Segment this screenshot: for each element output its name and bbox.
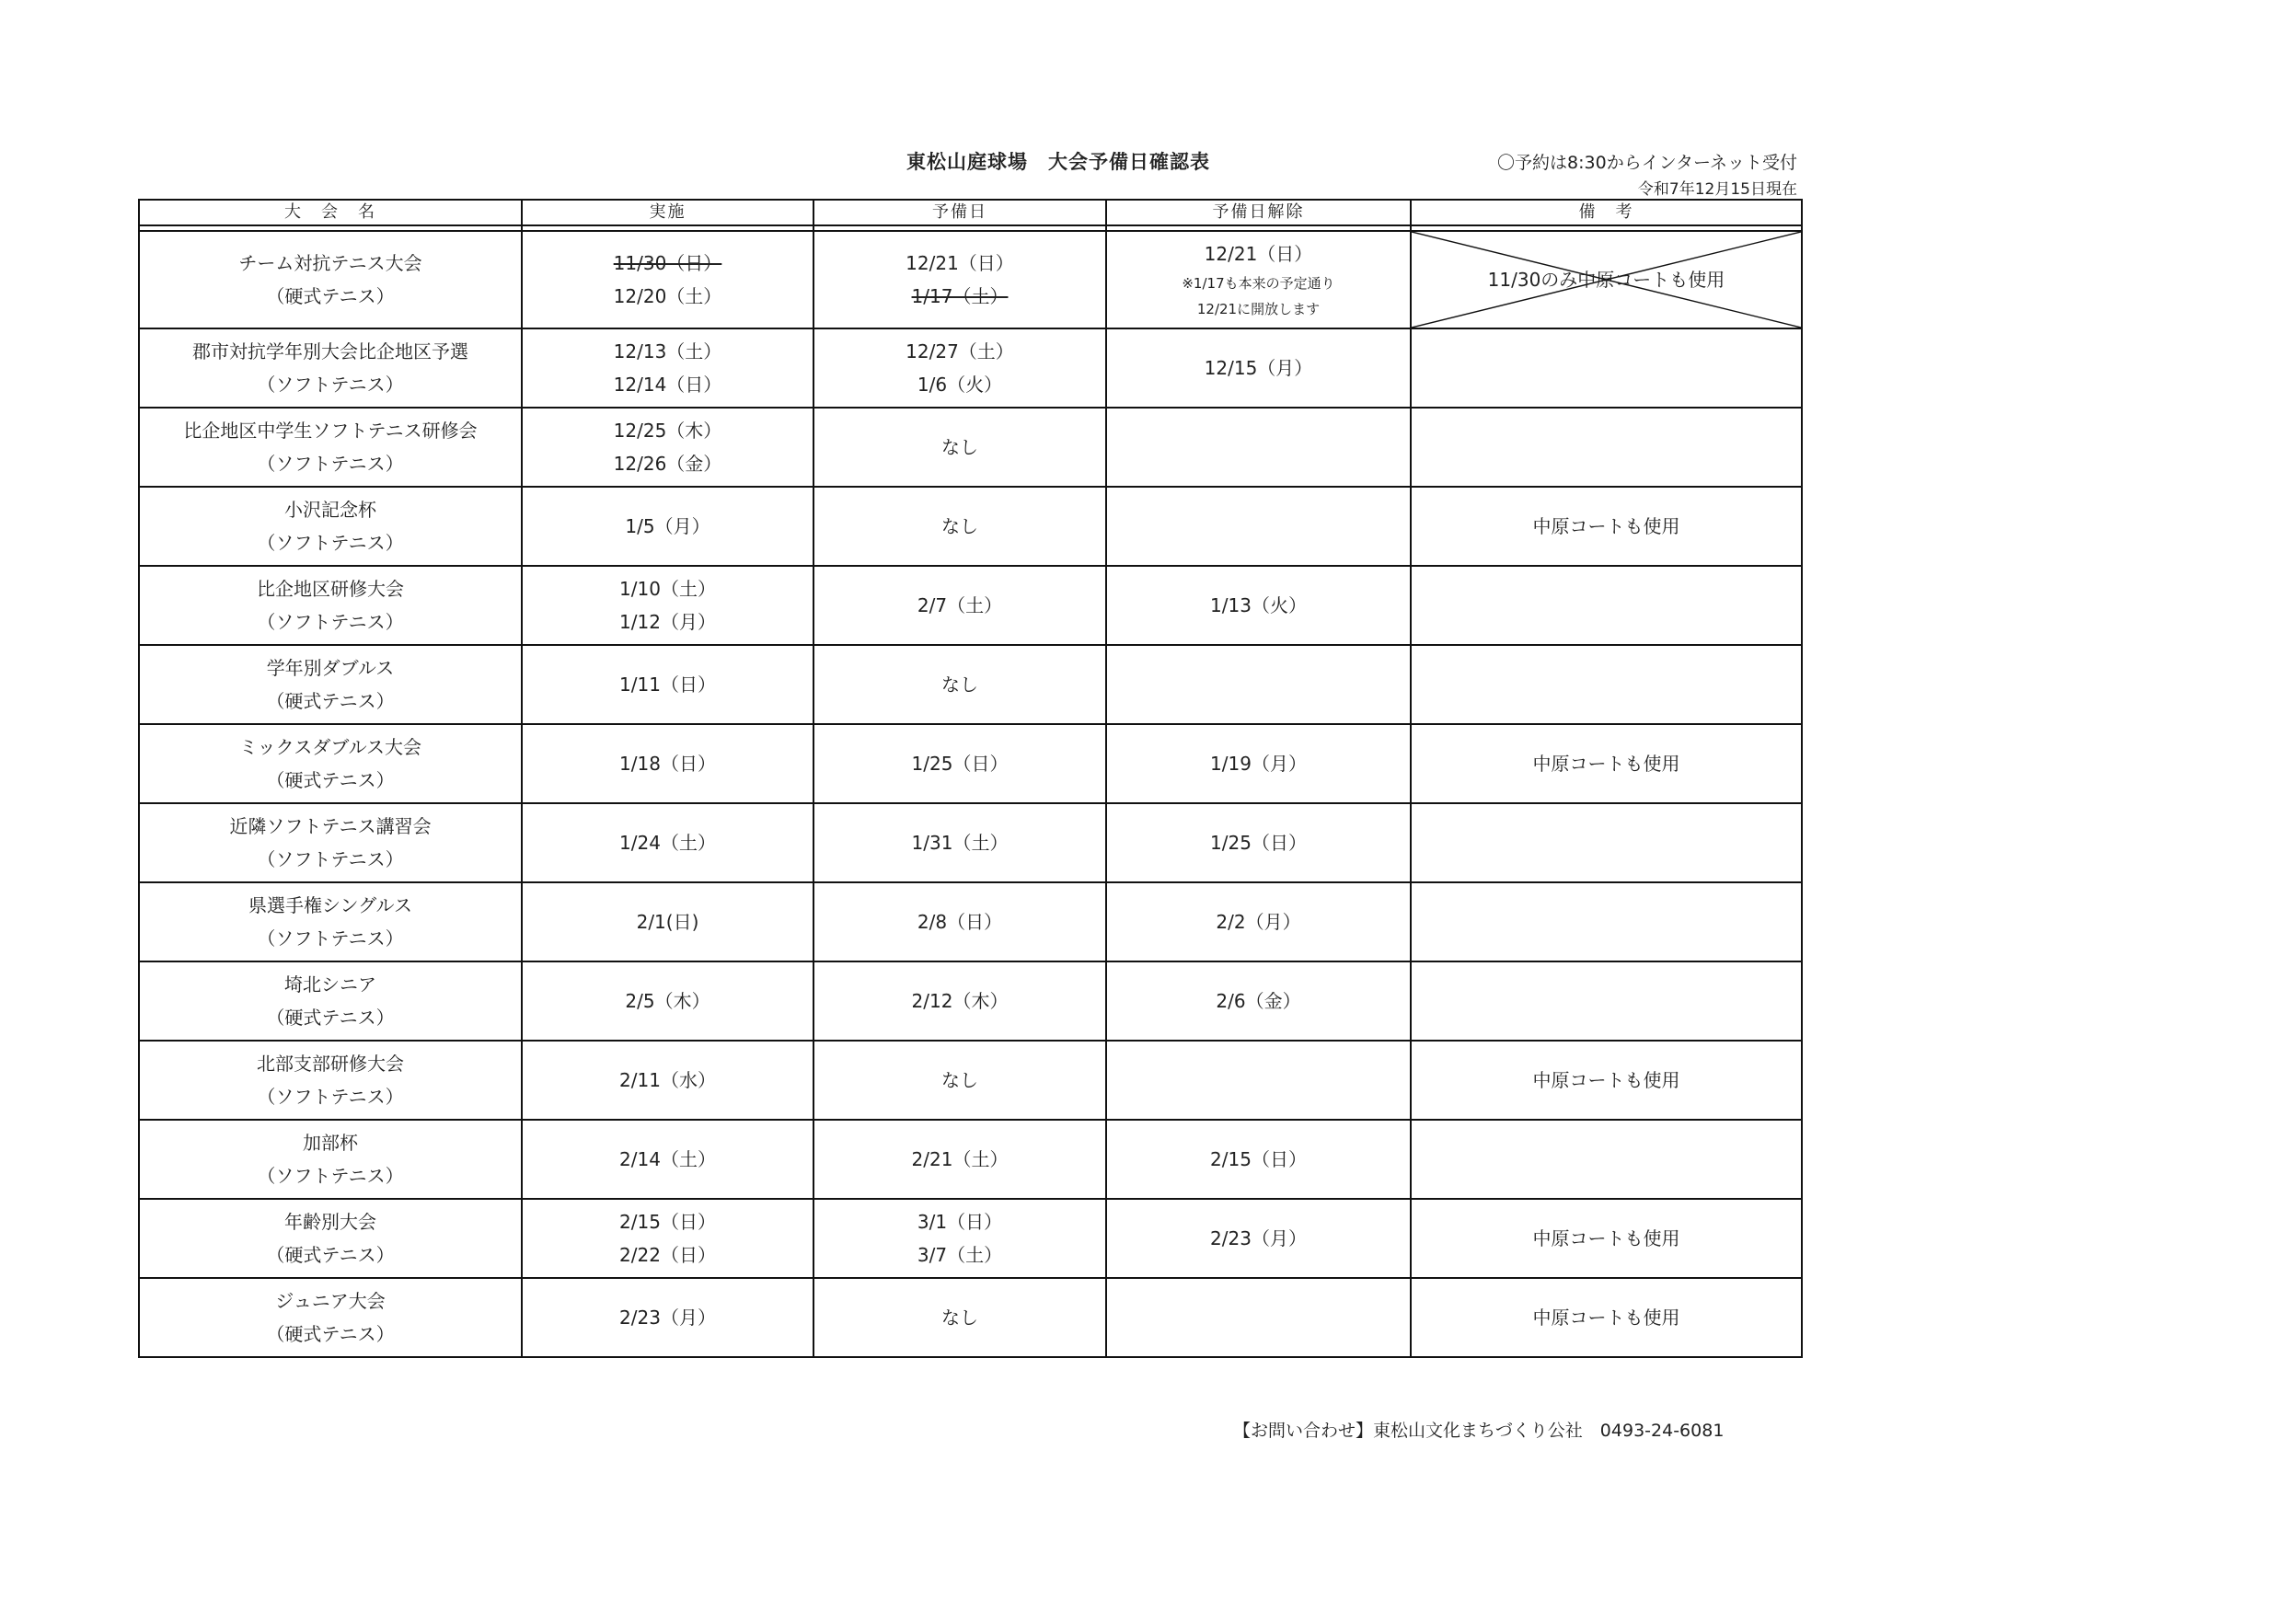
remarks-cell [1411, 803, 1802, 882]
tournament-name: 学年別ダブルス [266, 657, 395, 679]
reserve-day-cell [813, 408, 1106, 487]
tournament-type: （硬式テニス） [266, 1244, 395, 1266]
dates-cell [522, 566, 813, 645]
cell-line: 12/27（土） [906, 340, 1014, 363]
table-row [139, 328, 1802, 408]
tournament-type: （ソフトテニス） [257, 374, 404, 396]
cell-line: 2/7（土） [917, 594, 1003, 616]
tournament-type: （ソフトテニス） [257, 1086, 404, 1108]
cell-line: 2/6（金） [1216, 990, 1301, 1012]
dates-cell [522, 408, 813, 487]
tournament-type: （硬式テニス） [266, 1007, 395, 1029]
cell-line: 12/14（日） [613, 374, 722, 396]
reserve-day-cell [813, 1041, 1106, 1120]
dates-cell [522, 487, 813, 566]
cell-line: 12/21（日） [1204, 243, 1313, 265]
cell-line: 2/5（木） [625, 990, 710, 1012]
cell-line: 1/25（日） [1210, 832, 1307, 854]
table-row [139, 1278, 1802, 1357]
cell-line: 2/2（月） [1216, 911, 1301, 933]
header-reserve-day: 予備日 [813, 200, 1106, 225]
tournament-name-cell [139, 724, 522, 803]
remarks-cell [1411, 1041, 1802, 1120]
tournament-name: 北部支部研修大会 [257, 1053, 404, 1075]
remarks-cell [1411, 1278, 1802, 1357]
cell-line: 12/25（木） [613, 420, 722, 442]
reserve-release-cell [1106, 487, 1411, 566]
page-title: 東松山庭球場 大会予備日確認表 [906, 151, 1210, 173]
reserve-release-cell [1106, 961, 1411, 1041]
header-row [139, 200, 1802, 225]
cell-line: なし [941, 515, 978, 537]
remarks-cell [1411, 882, 1802, 961]
cell-line: 1/18（日） [619, 753, 716, 775]
cell-line: 1/6（火） [917, 374, 1003, 396]
reserve-day-cell [813, 1120, 1106, 1199]
tournament-name-cell [139, 1278, 522, 1357]
tournament-type: （ソフトテニス） [257, 848, 404, 870]
cell-line: 12/15（月） [1204, 357, 1313, 379]
tournament-name-cell [139, 882, 522, 961]
reserve-day-cell [813, 882, 1106, 961]
tournament-name: 比企地区研修大会 [257, 578, 404, 600]
tournament-name: 比企地区中学生ソフトテニス研修会 [183, 420, 478, 442]
tournament-name: ジュニア大会 [275, 1290, 386, 1312]
as-of-date: 令和7年12月15日現在 [1637, 180, 1797, 199]
dates-cell [522, 231, 813, 328]
reserve-release-cell [1106, 882, 1411, 961]
reserve-release-cell [1106, 1199, 1411, 1278]
tournament-name-cell [139, 408, 522, 487]
reserve-day-cell [813, 566, 1106, 645]
reserve-release-cell [1106, 645, 1411, 724]
remarks-text: 中原コートも使用 [1532, 753, 1680, 775]
table-row [139, 961, 1802, 1041]
reserve-release-cell [1106, 408, 1411, 487]
header-reserve-release: 予備日解除 [1106, 200, 1411, 225]
cell-line: 2/12（木） [911, 990, 1009, 1012]
tournament-type: （ソフトテニス） [257, 927, 404, 950]
reservation-note: 〇予約は8:30からインターネット受付 [1497, 153, 1797, 173]
table-row [139, 882, 1802, 961]
cell-line: 2/15（日） [619, 1211, 716, 1233]
cell-line: なし [941, 436, 978, 458]
remarks-text: 11/30のみ中原コートも使用 [1487, 269, 1725, 291]
remarks-cell [1411, 566, 1802, 645]
reserve-day-cell [813, 328, 1106, 408]
remarks-cell [1411, 328, 1802, 408]
reserve-release-cell [1106, 724, 1411, 803]
tournament-name: 近隣ソフトテニス講習会 [229, 815, 432, 837]
tournament-type: （ソフトテニス） [257, 611, 404, 633]
reserve-release-cell [1106, 231, 1411, 328]
cell-line: 12/20（土） [613, 285, 722, 307]
cell-line: 2/1(日) [636, 911, 699, 933]
table-row [139, 566, 1802, 645]
cell-line: 12/26（金） [613, 453, 722, 475]
remarks-cell [1411, 1199, 1802, 1278]
dates-cell [522, 1120, 813, 1199]
tournament-type: （硬式テニス） [266, 769, 395, 791]
reserve-release-cell [1106, 328, 1411, 408]
dates-cell [522, 1041, 813, 1120]
cell-line: 1/12（月） [619, 611, 716, 633]
table-row [139, 803, 1802, 882]
remarks-cell [1411, 231, 1802, 328]
dates-cell [522, 961, 813, 1041]
cell-line: 1/5（月） [625, 515, 710, 537]
cell-line: 2/22（日） [619, 1244, 716, 1266]
dates-cell [522, 1278, 813, 1357]
header-tournament-name: 大 会 名 [139, 200, 522, 225]
tournament-name-cell [139, 1041, 522, 1120]
remarks-cell [1411, 961, 1802, 1041]
tournament-name-cell [139, 231, 522, 328]
dates-cell [522, 882, 813, 961]
reserve-release-cell [1106, 1120, 1411, 1199]
dates-cell [522, 803, 813, 882]
table-row [139, 1120, 1802, 1199]
remarks-text: 中原コートも使用 [1532, 1306, 1680, 1329]
tournament-type: （ソフトテニス） [257, 532, 404, 554]
remarks-cell [1411, 487, 1802, 566]
tournament-name-cell [139, 803, 522, 882]
table-row [139, 408, 1802, 487]
tournament-type: （ソフトテニス） [257, 453, 404, 475]
remarks-text: 中原コートも使用 [1532, 1069, 1680, 1091]
cell-line: 12/13（土） [613, 340, 722, 363]
tournament-name: ミックスダブルス大会 [239, 736, 421, 758]
tournament-type: （硬式テニス） [266, 1323, 395, 1345]
tournament-type: （硬式テニス） [266, 285, 395, 307]
dates-cell [522, 328, 813, 408]
cell-line: なし [941, 673, 978, 696]
cell-line: 2/8（日） [917, 911, 1003, 933]
tournament-name-cell [139, 961, 522, 1041]
reserve-day-cell [813, 803, 1106, 882]
schedule-table-body [139, 200, 1802, 1357]
table-row [139, 1041, 1802, 1120]
cell-line: なし [941, 1069, 978, 1091]
header-dates: 実施 [522, 200, 813, 225]
cell-line: 2/21（土） [911, 1148, 1009, 1170]
cell-line: 2/23（月） [619, 1306, 716, 1329]
tournament-name-cell [139, 328, 522, 408]
cell-line: 1/19（月） [1210, 753, 1307, 775]
tournament-name: 県選手権シングルス [248, 894, 412, 916]
tournament-name-cell [139, 1199, 522, 1278]
tournament-name: チーム対抗テニス大会 [238, 252, 422, 274]
remarks-cell [1411, 724, 1802, 803]
reserve-day-cell [813, 961, 1106, 1041]
tournament-name-cell [139, 1120, 522, 1199]
tournament-name-cell [139, 566, 522, 645]
cell-line: 1/31（土） [911, 832, 1009, 854]
remarks-text: 中原コートも使用 [1532, 1227, 1680, 1249]
header-remarks: 備 考 [1411, 200, 1802, 225]
remarks-cell [1411, 645, 1802, 724]
cell-line: 2/23（月） [1210, 1227, 1307, 1249]
table-row [139, 1199, 1802, 1278]
reserve-release-cell [1106, 1041, 1411, 1120]
remarks-cell [1411, 408, 1802, 487]
dates-cell [522, 645, 813, 724]
reserve-day-cell [813, 487, 1106, 566]
reserve-day-cell [813, 231, 1106, 328]
dates-cell [522, 1199, 813, 1278]
remarks-text: 中原コートも使用 [1532, 515, 1680, 537]
table-row [139, 487, 1802, 566]
table-row [139, 724, 1802, 803]
dates-cell [522, 724, 813, 803]
cell-line: 1/11（日） [619, 673, 716, 696]
tournament-name: 加部杯 [303, 1132, 358, 1154]
cancelled-date: 11/30（日） [613, 252, 722, 274]
schedule-table [138, 199, 1803, 1358]
cell-line: 1/10（土） [619, 578, 716, 600]
tournament-type: （硬式テニス） [266, 690, 395, 712]
cell-line: 1/24（土） [619, 832, 716, 854]
cell-line: 12/21（日） [906, 252, 1014, 274]
cell-line: 3/1（日） [917, 1211, 1003, 1233]
cancelled-date: 1/17（土） [911, 285, 1009, 307]
reserve-release-cell [1106, 566, 1411, 645]
table-row [139, 645, 1802, 724]
reserve-release-cell [1106, 803, 1411, 882]
cell-line: 1/13（火） [1210, 594, 1307, 616]
table-row [139, 231, 1802, 328]
reserve-day-cell [813, 724, 1106, 803]
reserve-release-cell [1106, 1278, 1411, 1357]
cell-line: 2/15（日） [1210, 1148, 1307, 1170]
cell-line: 2/11（水） [619, 1069, 716, 1091]
cell-line: なし [941, 1306, 978, 1329]
reserve-day-cell [813, 1199, 1106, 1278]
tournament-name-cell [139, 645, 522, 724]
cell-line: 12/21に開放します [1196, 301, 1321, 317]
tournament-name: 郡市対抗学年別大会比企地区予選 [192, 340, 468, 363]
tournament-type: （ソフトテニス） [257, 1165, 404, 1187]
tournament-name: 埼北シニア [284, 973, 376, 996]
tournament-name-cell [139, 487, 522, 566]
contact-footer: 【お問い合わせ】東松山文化まちづくり公社 0493-24-6081 [1233, 1421, 1725, 1441]
cell-line: 2/14（土） [619, 1148, 716, 1170]
remarks-cell [1411, 1120, 1802, 1199]
tournament-name: 年齢別大会 [284, 1211, 376, 1233]
tournament-name: 小沢記念杯 [284, 499, 376, 521]
cell-line: 3/7（土） [917, 1244, 1003, 1266]
cell-line: ※1/17も本来の予定通り [1182, 275, 1335, 292]
cell-line: 1/25（日） [911, 753, 1009, 775]
reserve-day-cell [813, 1278, 1106, 1357]
reserve-day-cell [813, 645, 1106, 724]
